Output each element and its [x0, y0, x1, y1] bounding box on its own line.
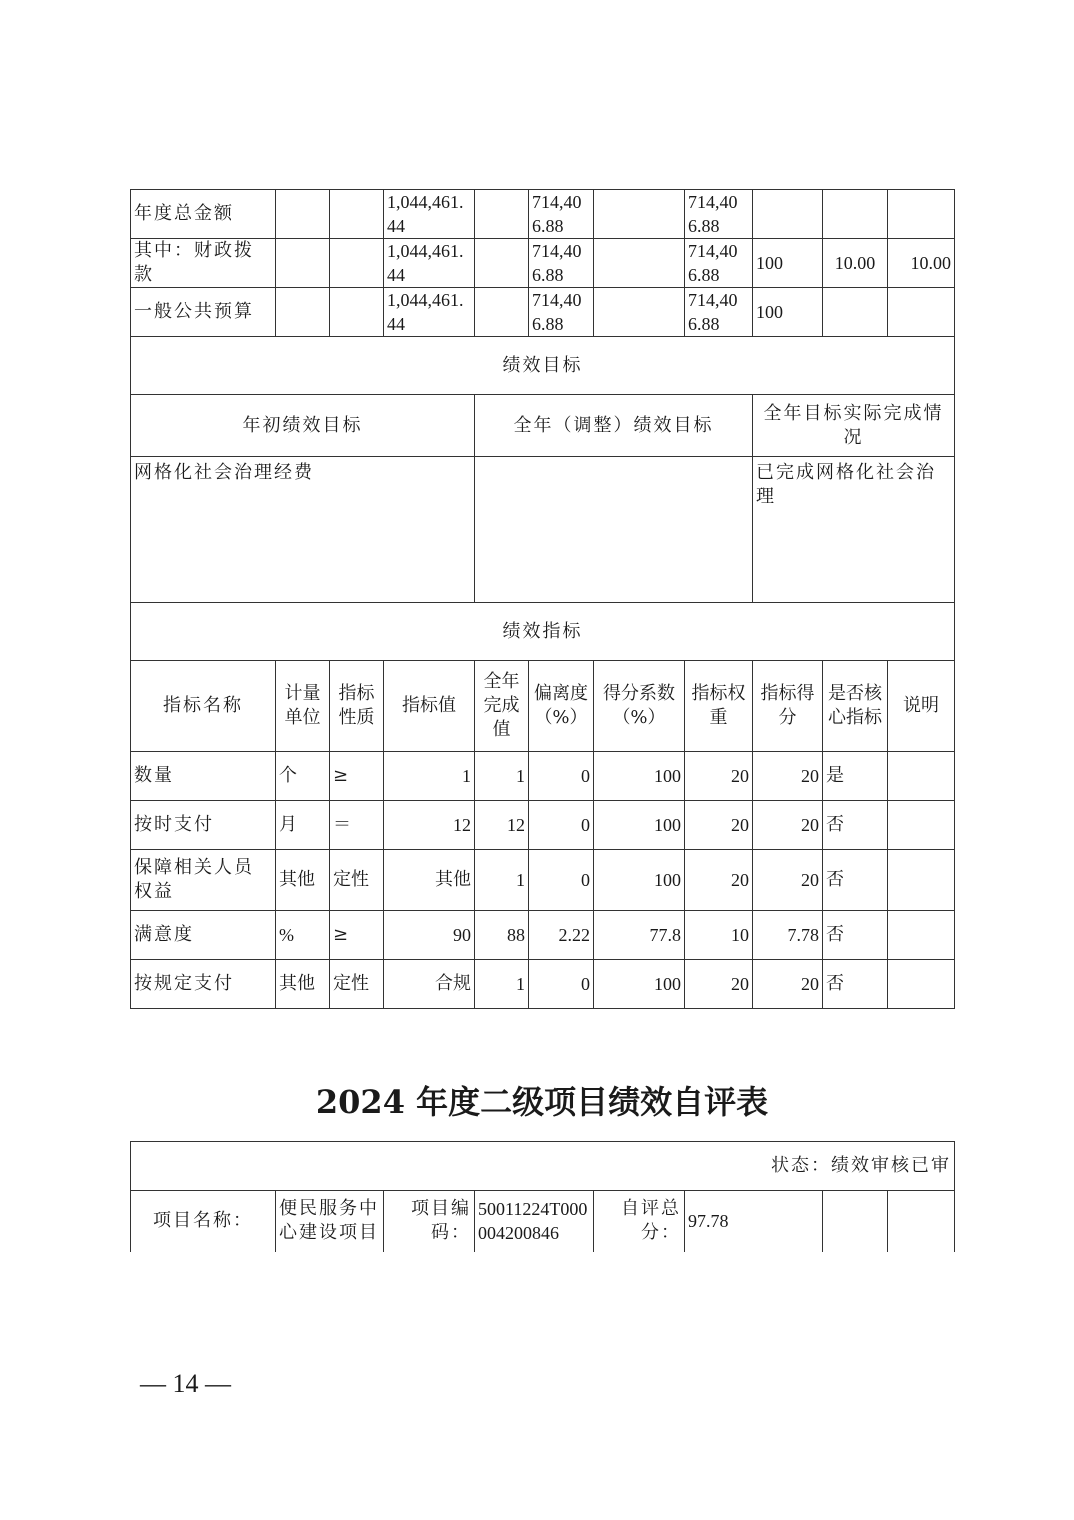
indicator-core: 是: [823, 752, 888, 801]
indicator-score: 20: [753, 801, 823, 850]
self-score: 97.78: [685, 1191, 823, 1252]
execution-rate: 100: [753, 239, 823, 288]
indicator-score: 20: [753, 960, 823, 1009]
indicator-deviation: 2.22: [529, 911, 594, 960]
blank-cell: [475, 239, 529, 288]
indicator-score: 20: [753, 850, 823, 911]
indicator-name: 数量: [131, 752, 276, 801]
project-name: 便民服务中心建设项目: [276, 1191, 384, 1252]
status-label: 状态：绩效审核已审: [131, 1142, 955, 1191]
col-header: 指标权重: [685, 661, 753, 752]
indicator-name: 保障相关人员权益: [131, 850, 276, 911]
indicator-unit: 其他: [276, 850, 330, 911]
blank-cell: [475, 190, 529, 239]
project-info-row: [131, 1191, 955, 1252]
indicator-unit: %: [276, 911, 330, 960]
indicator-nature: ≥: [330, 752, 384, 801]
indicators-section-title: 绩效指标: [131, 603, 955, 661]
budget-row: [131, 190, 955, 239]
indicator-actual: 12: [475, 801, 529, 850]
col-header: 是否核心指标: [823, 661, 888, 752]
goal-initial: 网格化社会治理经费: [131, 457, 475, 603]
indicator-target: 1: [384, 752, 475, 801]
indicator-nature: 定性: [330, 850, 384, 911]
indicator-actual: 1: [475, 752, 529, 801]
indicator-nature: 定性: [330, 960, 384, 1009]
budget-score: [888, 288, 955, 337]
blank-cell: [823, 1191, 888, 1252]
execution-rate: [753, 190, 823, 239]
indicator-note: [888, 850, 955, 911]
executed-amount: 714,406.88: [685, 288, 753, 337]
project-code-label: 项目编码：: [384, 1191, 475, 1252]
indicator-deviation: 0: [529, 850, 594, 911]
col-header: 指标值: [384, 661, 475, 752]
blank-cell: [276, 190, 330, 239]
indicator-target: 其他: [384, 850, 475, 911]
indicator-core: 否: [823, 960, 888, 1009]
blank-cell: [888, 1191, 955, 1252]
self-evaluation-header-table: [130, 1141, 955, 1252]
form-title: 2024 年度二级项目绩效自评表: [315, 1083, 769, 1121]
annual-budget: 1,044,461.44: [384, 190, 475, 239]
indicator-note: [888, 960, 955, 1009]
blank-cell: [330, 190, 384, 239]
indicator-note: [888, 752, 955, 801]
col-header: 计量单位: [276, 661, 330, 752]
blank-cell: [594, 288, 685, 337]
indicator-note: [888, 911, 955, 960]
adjusted-budget: 714,406.88: [529, 288, 594, 337]
col-header: 指标得分: [753, 661, 823, 752]
indicator-note: [888, 801, 955, 850]
project-code: 50011224T000004200846: [475, 1191, 594, 1252]
indicator-name: 按时支付: [131, 801, 276, 850]
indicator-score: 7.78: [753, 911, 823, 960]
blank-cell: [330, 288, 384, 337]
budget-row: [131, 239, 955, 288]
adjusted-budget: 714,406.88: [529, 190, 594, 239]
budget-weight: [823, 288, 888, 337]
indicator-actual: 1: [475, 960, 529, 1009]
indicator-target: 12: [384, 801, 475, 850]
goal-actual: 已完成网格化社会治理: [753, 457, 955, 603]
goals-section-title: 绩效目标: [131, 337, 955, 395]
budget-score: 10.00: [888, 239, 955, 288]
indicator-row: [131, 801, 955, 850]
indicator-deviation: 0: [529, 752, 594, 801]
page-number: — 14 —: [140, 1369, 231, 1398]
goal-header-actual: 全年目标实际完成情况: [753, 395, 955, 457]
goal-adjusted: [475, 457, 753, 603]
indicator-core: 否: [823, 911, 888, 960]
budget-label: 年度总金额: [131, 190, 276, 239]
col-header: 指标名称: [131, 661, 276, 752]
project-name-label: 项目名称：: [131, 1191, 276, 1252]
blank-cell: [276, 239, 330, 288]
indicator-weight: 20: [685, 801, 753, 850]
indicator-nature: ≥: [330, 911, 384, 960]
indicator-target: 合规: [384, 960, 475, 1009]
col-header: 偏离度（%）: [529, 661, 594, 752]
indicator-weight: 10: [685, 911, 753, 960]
indicator-unit: 月: [276, 801, 330, 850]
indicator-name: 按规定支付: [131, 960, 276, 1009]
annual-budget: 1,044,461.44: [384, 239, 475, 288]
col-header: 指标性质: [330, 661, 384, 752]
indicator-nature: ＝: [330, 801, 384, 850]
indicator-weight: 20: [685, 960, 753, 1009]
blank-cell: [276, 288, 330, 337]
indicator-header-row: [131, 661, 955, 752]
indicator-coefficient: 77.8: [594, 911, 685, 960]
indicator-name: 满意度: [131, 911, 276, 960]
indicator-deviation: 0: [529, 960, 594, 1009]
indicator-coefficient: 100: [594, 752, 685, 801]
executed-amount: 714,406.88: [685, 190, 753, 239]
budget-score: [888, 190, 955, 239]
blank-cell: [594, 239, 685, 288]
goal-header-initial: 年初绩效目标: [131, 395, 475, 457]
executed-amount: 714,406.88: [685, 239, 753, 288]
indicator-row: [131, 752, 955, 801]
blank-cell: [594, 190, 685, 239]
indicator-weight: 20: [685, 850, 753, 911]
performance-table: [130, 189, 955, 1009]
blank-cell: [475, 288, 529, 337]
budget-weight: [823, 190, 888, 239]
execution-rate: 100: [753, 288, 823, 337]
indicator-unit: 其他: [276, 960, 330, 1009]
indicator-actual: 1: [475, 850, 529, 911]
budget-row: [131, 288, 955, 337]
budget-label: 一般公共预算: [131, 288, 276, 337]
self-score-label: 自评总分：: [594, 1191, 685, 1252]
indicator-core: 否: [823, 801, 888, 850]
budget-label: 其中：财政拨款: [131, 239, 276, 288]
indicator-coefficient: 100: [594, 850, 685, 911]
indicator-score: 20: [753, 752, 823, 801]
blank-cell: [330, 239, 384, 288]
indicator-weight: 20: [685, 752, 753, 801]
indicator-deviation: 0: [529, 801, 594, 850]
goal-header-adjusted: 全年（调整）绩效目标: [475, 395, 753, 457]
col-header: 全年完成值: [475, 661, 529, 752]
indicator-coefficient: 100: [594, 960, 685, 1009]
indicator-core: 否: [823, 850, 888, 911]
indicator-unit: 个: [276, 752, 330, 801]
indicator-target: 90: [384, 911, 475, 960]
budget-weight: 10.00: [823, 239, 888, 288]
annual-budget: 1,044,461.44: [384, 288, 475, 337]
col-header: 得分系数（%）: [594, 661, 685, 752]
indicator-actual: 88: [475, 911, 529, 960]
indicator-row: [131, 911, 955, 960]
col-header: 说明: [888, 661, 955, 752]
indicator-row: [131, 960, 955, 1009]
indicator-coefficient: 100: [594, 801, 685, 850]
indicator-row: [131, 850, 955, 911]
adjusted-budget: 714,406.88: [529, 239, 594, 288]
